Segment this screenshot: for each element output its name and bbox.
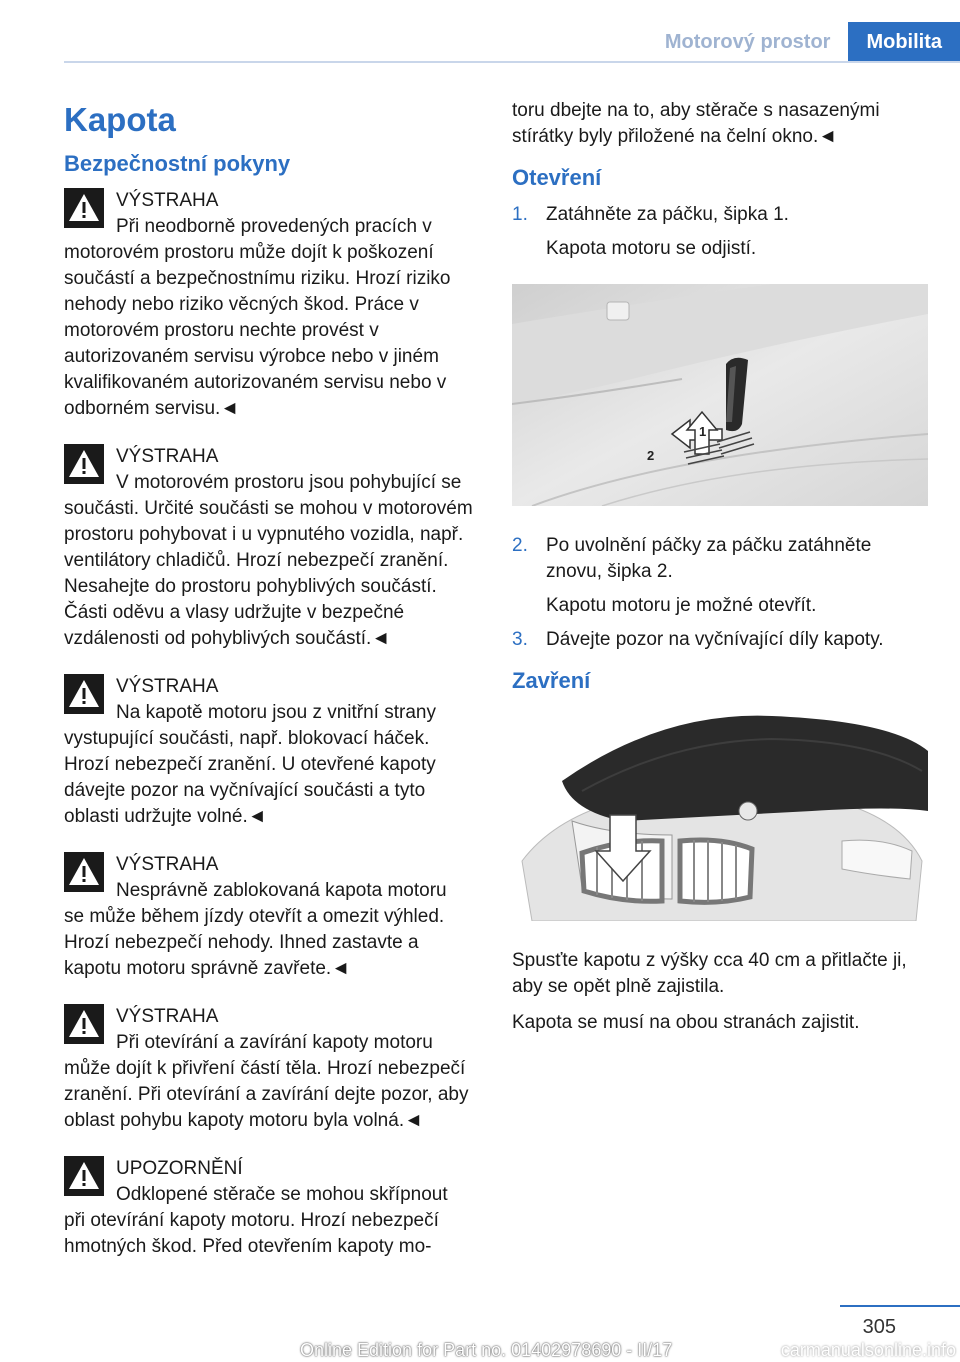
caution-continuation: toru dbejte na to, aby stěrače s nasazenými stírátky byly přiložené na čelní okno.◄ — [512, 100, 880, 147]
warning-text-first: Při otevírání a zavírání kapoty motoru — [116, 1032, 433, 1053]
warning-block — [64, 852, 480, 982]
warning-label: VÝSTRAHA — [116, 854, 219, 875]
warning-triangle-icon — [64, 188, 104, 228]
warning-triangle-icon — [64, 1004, 104, 1044]
latch-arrow-label-2: 2 — [647, 448, 655, 463]
list-item — [512, 627, 928, 653]
edition-note: Online Edition for Part no. 01402978690 - II/17 — [300, 1340, 673, 1360]
close-instruction: Spusťte kapotu z výšky cca 40 cm a přitlačte ji, aby se opět plně zajistila. — [512, 950, 907, 997]
page-number: 305 — [862, 1316, 896, 1338]
warning-text-first: V motorovém prostoru jsou pohybující se — [116, 472, 462, 493]
section-heading-close: Zavření — [512, 668, 591, 693]
warning-label: VÝSTRAHA — [116, 1006, 219, 1027]
section-heading-open: Otevření — [512, 165, 602, 190]
hood-release-lever-image — [512, 284, 928, 506]
step-text: Po uvolnění páčky za páčku zatáhněte znovu, šipka 2. — [546, 535, 872, 582]
section-heading-safety: Bezpečnostní pokyny — [64, 151, 291, 176]
warning-block — [64, 1004, 480, 1134]
warning-text: vystupující součásti, např. blokovací háček. Hrozí nebezpečí zranění. U otevřené kapoty dávejte pozor na vyčnívající součásti a tyto oblasti udržujte volné.◄ — [64, 728, 436, 827]
page-title: Kapota — [64, 101, 176, 138]
caution-label: UPOZORNĚNÍ — [116, 1158, 243, 1179]
open-steps-list-continued — [512, 533, 928, 653]
warning-triangle-icon — [64, 852, 104, 892]
warning-text: se může během jízdy otevřít a omezit výhled. Hrozí nebezpečí nehody. Ihned zastavte a kapotu motoru správně zavřete.◄ — [64, 906, 445, 979]
step-number: 1. — [512, 204, 528, 225]
warning-block — [64, 674, 480, 830]
warning-label: VÝSTRAHA — [116, 190, 219, 211]
warning-label: VÝSTRAHA — [116, 676, 219, 697]
warning-text-first: Nesprávně zablokovaná kapota motoru — [116, 880, 447, 901]
warning-text: motorovém prostoru může dojít k poškození součástí a bezpečnostnímu riziku. Hrozí riziko nehody nebo riziko věcných škod. Práce v motorovém prostoru nechte provést v autorizovaném servisu výrobce nebo v jiném kvalifikovaném autorizovaném servisu nebo v odborném servisu.◄ — [64, 242, 451, 419]
footer-divider — [0, 1305, 960, 1307]
tab-mobilita[interactable]: Mobilita — [848, 22, 960, 62]
step-result: Kapotu motoru je možné otevřít. — [546, 595, 817, 616]
warning-triangle-icon — [64, 444, 104, 484]
warning-text: součásti. Určité součásti se mohou v motorovém prostoru pohybovat i u vypnutého vozidla, např. ventilátory chladičů. Hrozí nebezpečí zranění. Nesahejte do prostoru pohyblivých součástí. Části oděvu a vlasy udržujte v bezpečné vzdálenosti od pohyblivých součástí.◄ — [64, 498, 473, 649]
left-column — [64, 98, 480, 1282]
open-steps-list — [512, 202, 928, 262]
step-text: Dávejte pozor na vyčnívající díly kapoty. — [546, 629, 884, 650]
warning-triangle-icon — [64, 1156, 104, 1196]
warning-text-first: Při neodborně provedených pracích v — [116, 216, 432, 237]
watermark: carmanualsonline.info — [780, 1340, 956, 1360]
caution-block — [64, 1156, 480, 1260]
caution-text: při otevírání kapoty motoru. Hrozí nebezpečí hmotných škod. Před otevřením kapoty mo- — [64, 1210, 439, 1257]
step-result: Kapota motoru se odjistí. — [546, 238, 757, 259]
step-number: 2. — [512, 535, 528, 556]
warning-block — [64, 188, 480, 422]
close-note: Kapota se musí na obou stranách zajistit. — [512, 1012, 860, 1033]
warning-block — [64, 444, 480, 652]
tab-motorovy-prostor[interactable]: Motorový prostor — [647, 22, 849, 62]
header-tabs — [647, 22, 960, 62]
warning-triangle-icon — [64, 674, 104, 714]
caution-text-first: Odklopené stěrače se mohou skřípnout — [116, 1184, 448, 1205]
latch-arrow-label-1: 1 — [699, 424, 707, 439]
list-item — [512, 533, 928, 619]
right-column — [512, 98, 928, 1046]
header-divider — [64, 61, 960, 63]
warning-label: VÝSTRAHA — [116, 446, 219, 467]
warning-text: může dojít k přivření částí těla. Hrozí nebezpečí zranění. Při otevírání a zavírání dejte pozor, aby oblast pohybu kapoty motoru byla volná.◄ — [64, 1058, 469, 1131]
hood-closing-image — [512, 711, 928, 921]
list-item — [512, 202, 928, 262]
warning-text-first: Na kapotě motoru jsou z vnitřní strany — [116, 702, 436, 723]
step-text: Zatáhněte za páčku, šipka 1. — [546, 204, 789, 225]
step-number: 3. — [512, 629, 528, 650]
